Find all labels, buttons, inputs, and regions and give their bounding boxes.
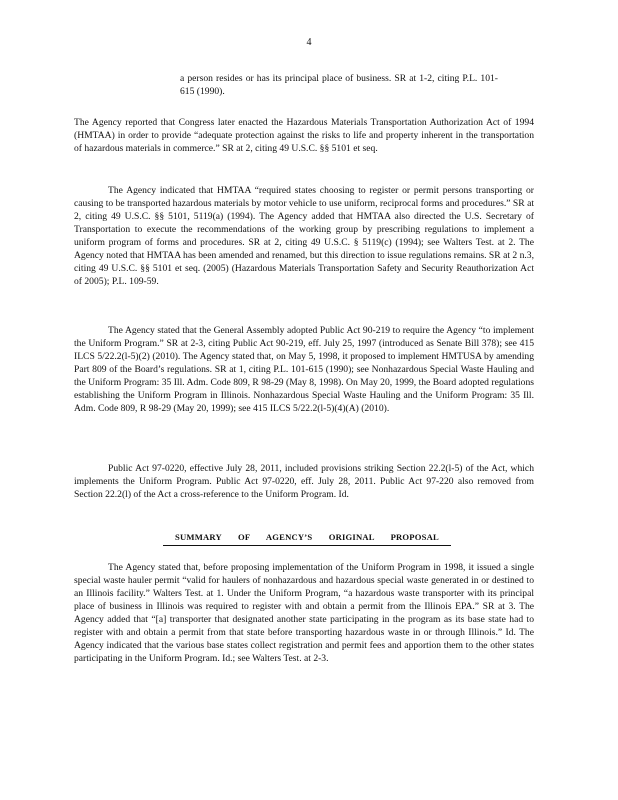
paragraph-uniform-forms: The Agency indicated that HMTAA “required states choosing to register or permit persons transporting or causing to be transported hazardous materials by motor vehicle to use uniform, reciprocal forms and procedures.” SR at 2, citing 49 U.S.C. §§ 5101, 5119(a) (1994). The Agency added that HMTAA also directed the U.S. Secretary of Transportation to execute the recommendations of the working group by prescribing regulations to implement a uniform program of forms and procedures. SR at 2, citing 49 U.S.C. § 5119(c) (1994); see Walters Test. at 2. The Agency noted that HMTAA has been amended and renamed, but this direction to issue regulations remains. SR at 2 n.3, citing 49 U.S.C. §§ 5101 et seq. (2005) (Hazardous Materials Transportation Safety and Security Reauthorization Act of 2005); P.L. 109-59. [74,185,534,287]
paragraph-public-act-97-0220: Public Act 97-0220, effective July 28, 2011, included provisions striking Section 22.2(l-5) of the Act, which implements the Uniform Program. Public Act 97-0220, eff. July 28, 2011. Public Act 97-220 also removed from Section 22.2(l) of the Act a cross-reference to the Uniform Program. Id. [74,463,534,500]
paragraph-hmtaa: The Agency reported that Congress later enacted the Hazardous Materials Transportation Authorization Act of 1994 (HMTAA) in order to provide “adequate protection against the risks to life and property inherent in the transportation of hazardous materials in commerce.” SR at 2, citing 49 U.S.C. §§ 5101 et seq. [74,117,534,154]
page-number: 4 [306,37,312,48]
paragraph-original-proposal: The Agency stated that, before proposing implementation of the Uniform Program in 1998, it issued a single special waste hauler permit “valid for haulers of nonhazardous and hazardous special waste generated in or destined to an Illinois facility.” Walters Test. at 1. Under the Uniform Program, “a hazardous waste transporter with its principal place of business in Illinois was required to register with and obtain a permit from the Illinois EPA.” SR at 3. The Agency added that “[a] transporter that designated another state participating in the program as its base state had to register with and obtain a permit from that state before transporting hazardous waste in or through Illinois.” Id. The Agency indicated that the various base states collect registration and permit fees and apportion them to the other states participating in the Uniform Program. Id.; see Walters Test. at 2-3. [74,562,534,664]
section-heading: SUMMARY OF AGENCY’S ORIGINAL PROPOSAL [163,531,451,546]
paragraph-public-act-90-219: The Agency stated that the General Assembly adopted Public Act 90-219 to require the Agency “to implement the Uniform Program.” SR at 2-3, citing Public Act 90-219, eff. July 25, 1997 (introduced as Senate Bill 378); see 415 ILCS 5/22.2(l-5)(2) (2010). The Agency stated that, on May 5, 1998, it proposed to implement HMTUSA by amending Part 809 of the Board’s regulations. SR at 1, citing P.L. 101-615 (1990); see Nonhazardous Special Waste Hauling and the Uniform Program: 35 Ill. Adm. Code 809, R 98-29 (May 8, 1998). On May 20, 1999, the Board adopted regulations establishing the Uniform Program in Illinois. Nonhazardous Special Waste Hauling and the Uniform Program: 35 Ill. Adm. Code 809, R 98-29 (May 20, 1999); see 415 ILCS 5/22.2(l-5)(4)(A) (2010). [74,325,534,414]
quote-continuation: a person resides or has its principal place of business. SR at 1-2, citing P.L. 101-615 (1990). [180,73,498,97]
